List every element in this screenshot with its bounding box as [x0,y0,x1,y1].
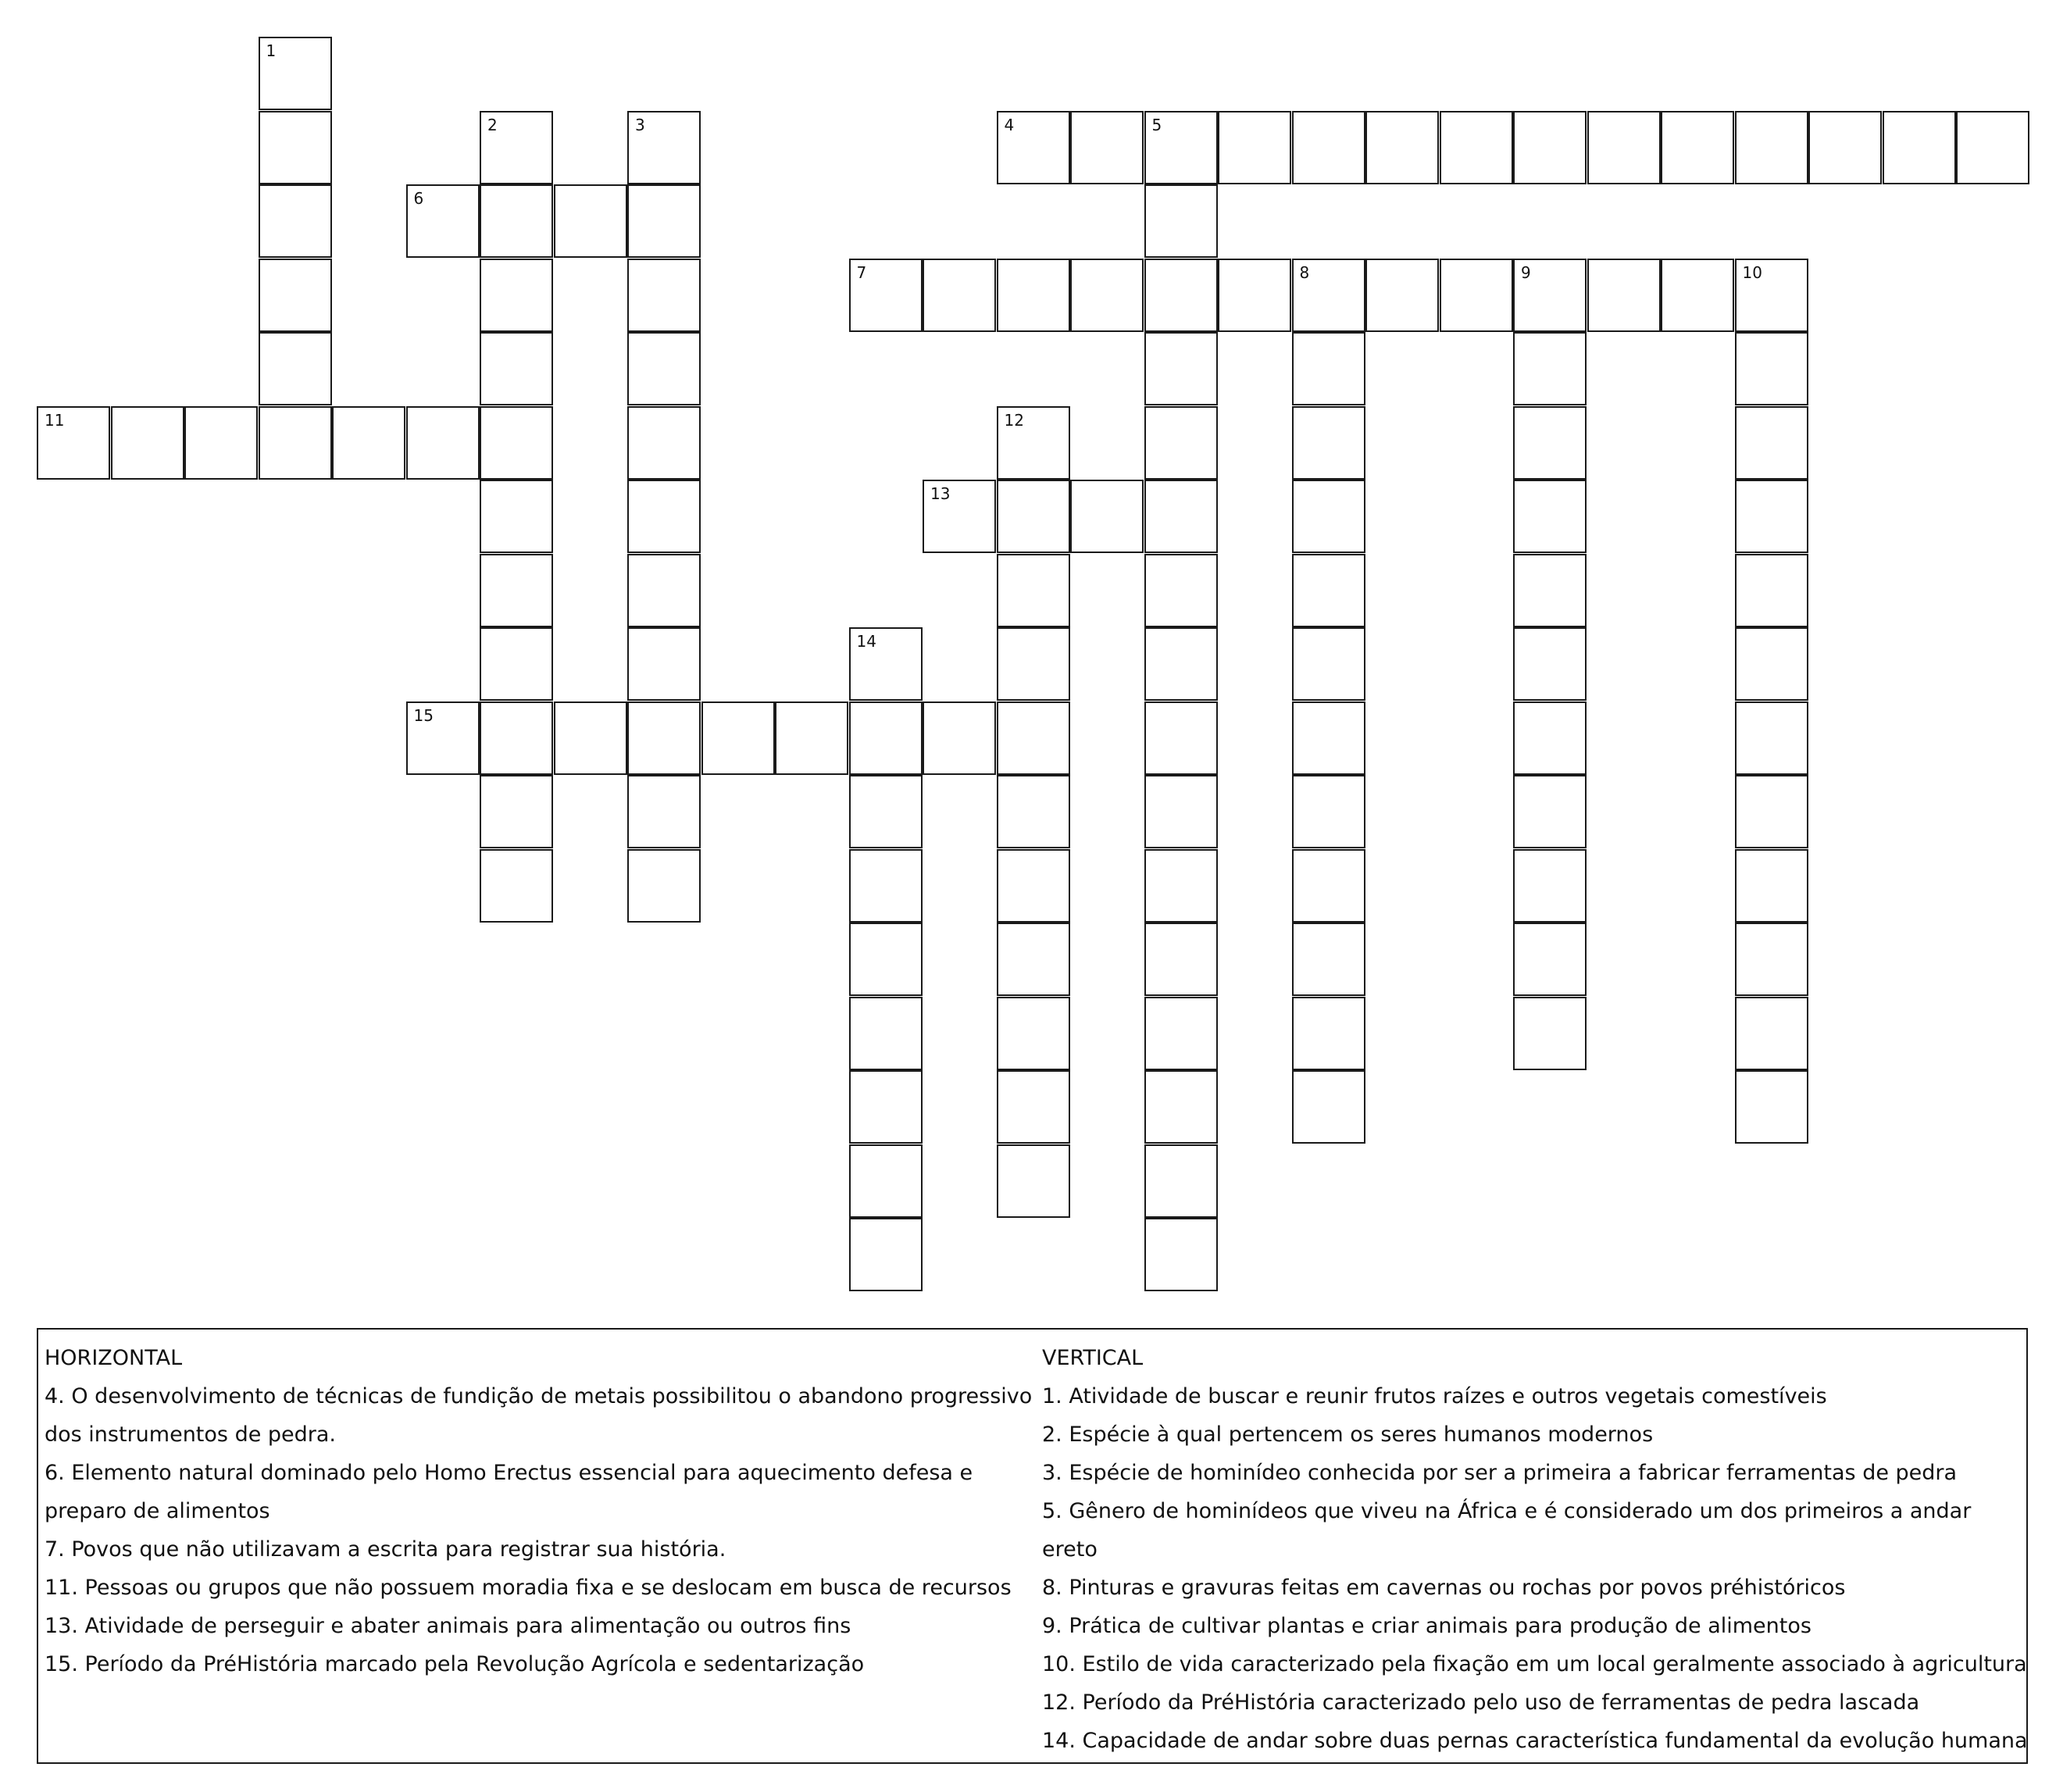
horizontal-heading: HORIZONTAL [45,1346,183,1370]
crossword-cell[interactable] [1735,554,1808,627]
clue-number: 6 [413,189,424,208]
clue-down-2: 2. Espécie à qual pertencem os seres humanos modernos [1042,1423,1654,1447]
clue-across-15: 15. Período da PréHistória marcado pela Revolução Agrícola e sedentarização [45,1652,865,1676]
crossword-cell[interactable] [1144,1070,1218,1144]
crossword-cell[interactable] [1735,775,1808,848]
crossword-cell[interactable] [1365,259,1439,332]
crossword-cell[interactable] [1292,701,1365,775]
crossword-cell[interactable] [997,775,1070,848]
crossword-cell[interactable] [1440,259,1513,332]
crossword-cell[interactable] [627,111,701,184]
vertical-heading: VERTICAL [1042,1346,1144,1370]
crossword-cell[interactable] [1292,627,1365,701]
crossword-cell[interactable] [997,406,1070,480]
clue-number: 9 [1521,262,1531,282]
crossword-cell[interactable] [1735,111,1808,184]
crossword-cell[interactable] [1735,997,1808,1070]
crossword-cell[interactable] [1661,259,1734,332]
crossword-cell[interactable] [406,701,480,775]
clue-across-4: 4. O desenvolvimento de técnicas de fundição de metais possibilitou o abandono progressivo dos instrumentos de pedra. [45,1384,1033,1447]
horizontal-clues [45,1339,1037,1683]
crossword-cell[interactable] [1292,1070,1365,1144]
crossword-cell[interactable] [997,111,1070,184]
crossword-cell[interactable] [1587,259,1661,332]
crossword-cell[interactable] [1735,480,1808,553]
crossword-cell[interactable] [627,627,701,701]
crossword-cell[interactable] [480,406,553,480]
crossword-cell[interactable] [997,259,1070,332]
crossword-cell[interactable] [1292,111,1365,184]
crossword-cell[interactable] [1735,1070,1808,1144]
crossword-cell[interactable] [1513,554,1587,627]
crossword-cell[interactable] [923,259,996,332]
clue-down-5: 5. Gênero de hominídeos que viveu na África e é considerado um dos primeiros a andar ereto [1042,1499,1972,1562]
crossword-cell[interactable] [554,184,627,258]
clue-down-8: 8. Pinturas e gravuras feitas em cavernas ou rochas por povos préhistóricos [1042,1576,1846,1600]
crossword-cell[interactable] [1735,406,1808,480]
crossword-cell[interactable] [1144,332,1218,405]
crossword-cell[interactable] [997,554,1070,627]
crossword-cell[interactable] [554,701,627,775]
crossword-cell[interactable] [1513,111,1587,184]
crossword-cell[interactable] [1440,111,1513,184]
crossword-cell[interactable] [627,849,701,923]
vertical-clues [1042,1339,2028,1760]
crossword-cell[interactable] [1292,554,1365,627]
clue-number: 14 [856,632,876,651]
crossword-cell[interactable] [111,406,184,480]
crossword-cell[interactable] [406,406,480,480]
crossword-cell[interactable] [480,111,553,184]
crossword-cell[interactable] [1144,1144,1218,1218]
crossword-cell[interactable] [1292,849,1365,923]
crossword-cell[interactable] [1144,849,1218,923]
crossword-cell[interactable] [1735,259,1808,332]
crossword-cell[interactable] [1365,111,1439,184]
clue-number: 12 [1004,410,1024,430]
clue-number: 2 [487,115,498,134]
crossword-cell[interactable] [1587,111,1661,184]
crossword-cell[interactable] [1144,997,1218,1070]
crossword-cell[interactable] [997,1070,1070,1144]
crossword-cell[interactable] [480,775,553,848]
clues-box [37,1328,2028,1764]
crossword-cell[interactable] [480,480,553,553]
crossword-cell[interactable] [1513,775,1587,848]
crossword-cell[interactable] [1735,701,1808,775]
clue-number: 15 [413,705,434,725]
crossword-cell[interactable] [849,775,923,848]
crossword-cell[interactable] [1956,111,2029,184]
crossword-cell[interactable] [1070,111,1144,184]
clue-across-7: 7. Povos que não utilizavam a escrita para registrar sua história. [45,1537,726,1562]
crossword-cell[interactable] [1070,259,1144,332]
crossword-cell[interactable] [184,406,258,480]
crossword-cell[interactable] [849,849,923,923]
crossword-cell[interactable] [627,259,701,332]
clue-number: 5 [1151,115,1162,134]
crossword-cell[interactable] [1513,923,1587,996]
clue-number: 11 [45,410,65,430]
crossword-cell[interactable] [1513,997,1587,1070]
clue-number: 10 [1742,262,1762,282]
crossword-cell[interactable] [1292,259,1365,332]
crossword-cell[interactable] [627,406,701,480]
crossword-cell[interactable] [849,923,923,996]
crossword-cell[interactable] [1144,111,1218,184]
crossword-cell[interactable] [1735,627,1808,701]
crossword-cell[interactable] [849,997,923,1070]
crossword-cell[interactable] [923,701,996,775]
crossword-cell[interactable] [627,554,701,627]
crossword-cell[interactable] [1144,923,1218,996]
crossword-cell[interactable] [480,849,553,923]
crossword-cell[interactable] [1661,111,1734,184]
crossword-cell[interactable] [1144,775,1218,848]
crossword-cell[interactable] [1144,1218,1218,1291]
crossword-cell[interactable] [627,480,701,553]
crossword-cell[interactable] [1735,332,1808,405]
crossword-cell[interactable] [849,701,923,775]
crossword-cell[interactable] [701,701,775,775]
crossword-cell[interactable] [627,701,701,775]
crossword-cell[interactable] [775,701,848,775]
crossword-cell[interactable] [259,406,332,480]
crossword-cell[interactable] [1292,332,1365,405]
crossword-cell[interactable] [1513,406,1587,480]
clue-number: 8 [1299,262,1310,282]
crossword-cell[interactable] [1144,480,1218,553]
crossword-cell[interactable] [480,332,553,405]
crossword-cell[interactable] [849,259,923,332]
crossword-cell[interactable] [259,111,332,184]
clue-across-13: 13. Atividade de perseguir e abater animais para alimentação ou outros fins [45,1614,851,1638]
crossword-cell[interactable] [1513,480,1587,553]
crossword-cell[interactable] [480,627,553,701]
clue-down-10: 10. Estilo de vida caracterizado pela fixação em um local geralmente associado à agricultura [1042,1652,2027,1676]
crossword-cell[interactable] [406,184,480,258]
crossword-cell[interactable] [1144,184,1218,258]
crossword-cell[interactable] [259,184,332,258]
clue-number: 3 [635,115,645,134]
crossword-cell[interactable] [1292,775,1365,848]
crossword-cell[interactable] [1513,701,1587,775]
clue-number: 4 [1004,115,1015,134]
clue-number: 7 [856,262,867,282]
clue-down-14: 14. Capacidade de andar sobre duas pernas característica fundamental da evolução humana [1042,1729,2028,1753]
crossword-cell[interactable] [627,184,701,258]
crossword-cell[interactable] [849,1144,923,1218]
clue-across-11: 11. Pessoas ou grupos que não possuem moradia fixa e se deslocam em busca de recursos [45,1576,1012,1600]
crossword-cell[interactable] [1218,259,1291,332]
crossword-cell[interactable] [480,701,553,775]
crossword-cell[interactable] [997,1144,1070,1218]
crossword-cell[interactable] [997,701,1070,775]
crossword-cell[interactable] [627,775,701,848]
crossword-cell[interactable] [923,480,996,553]
crossword-cell[interactable] [480,184,553,258]
crossword-cell[interactable] [1144,701,1218,775]
crossword-cell[interactable] [1735,923,1808,996]
crossword-cell[interactable] [997,849,1070,923]
crossword-cell[interactable] [849,1070,923,1144]
crossword-cell[interactable] [37,406,110,480]
crossword-cell[interactable] [849,627,923,701]
crossword-cell[interactable] [1144,627,1218,701]
crossword-cell[interactable] [1513,849,1587,923]
crossword-cell[interactable] [480,554,553,627]
clue-down-1: 1. Atividade de buscar e reunir frutos raízes e outros vegetais comestíveis [1042,1384,1827,1408]
crossword-cell[interactable] [1513,259,1587,332]
crossword-cell[interactable] [1292,923,1365,996]
clue-down-3: 3. Espécie de hominídeo conhecida por ser a primeira a fabricar ferramentas de pedra [1042,1461,1958,1485]
crossword-cell[interactable] [1808,111,1882,184]
crossword-cell[interactable] [1144,406,1218,480]
clue-across-6: 6. Elemento natural dominado pelo Homo Erectus essencial para aquecimento defesa e preparo de alimentos [45,1461,973,1523]
clue-number: 13 [930,484,951,503]
crossword-cell[interactable] [259,332,332,405]
clue-number: 1 [266,41,277,60]
crossword-cell[interactable] [259,259,332,332]
crossword-cell[interactable] [849,1218,923,1291]
crossword-cell[interactable] [1070,480,1144,553]
crossword-cell[interactable] [1292,480,1365,553]
crossword-cell[interactable] [1292,997,1365,1070]
crossword-cell[interactable] [332,406,405,480]
crossword-cell[interactable] [480,259,553,332]
crossword-cell[interactable] [997,923,1070,996]
crossword-cell[interactable] [627,332,701,405]
crossword-cell[interactable] [259,37,332,110]
crossword-cell[interactable] [1218,111,1291,184]
crossword-cell[interactable] [1735,849,1808,923]
crossword-cell[interactable] [1144,259,1218,332]
crossword-cell[interactable] [1292,406,1365,480]
crossword-cell[interactable] [997,627,1070,701]
clue-down-12: 12. Período da PréHistória caracterizado pelo uso de ferramentas de pedra lascada [1042,1690,1920,1715]
crossword-cell[interactable] [1513,332,1587,405]
crossword-cell[interactable] [997,997,1070,1070]
crossword-cell[interactable] [1883,111,1956,184]
crossword-cell[interactable] [997,480,1070,553]
clue-down-9: 9. Prática de cultivar plantas e criar animais para produção de alimentos [1042,1614,1811,1638]
crossword-cell[interactable] [1513,627,1587,701]
crossword-cell[interactable] [1144,554,1218,627]
